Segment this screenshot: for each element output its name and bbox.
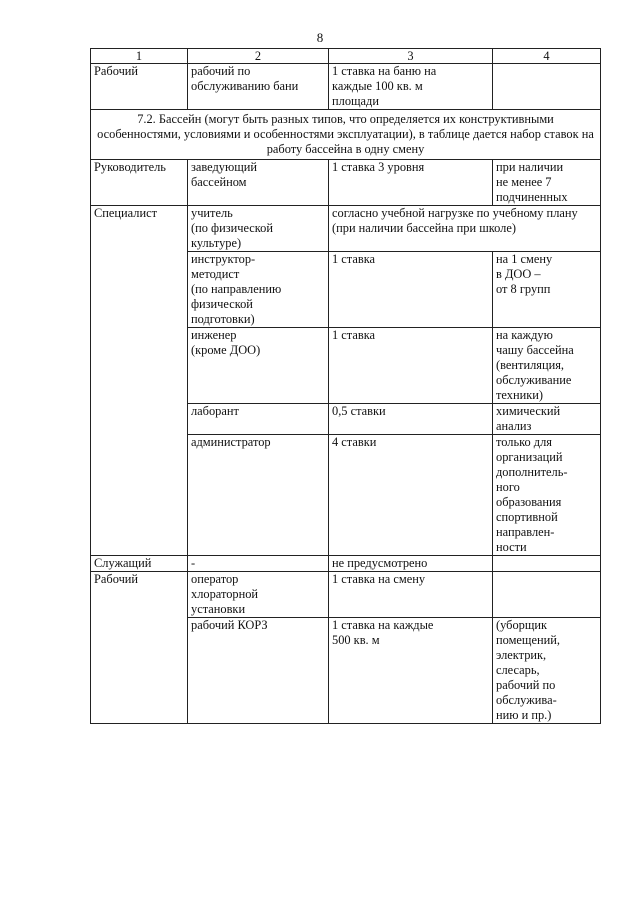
- column-header-1: 1: [91, 49, 188, 64]
- table-row: [91, 572, 601, 618]
- cell-rate: 1 ставка на баню на каждые 100 кв. м площади: [329, 64, 493, 110]
- cell-category: Служащий: [91, 556, 188, 572]
- cell-position: рабочий по обслуживанию бани: [188, 64, 329, 110]
- cell-position: оператор хлораторной установки: [188, 572, 329, 618]
- cell-rate: согласно учебной нагрузке по учебному плану (при наличии бассейна при школе): [329, 206, 601, 252]
- cell-position: рабочий КОРЗ: [188, 618, 329, 724]
- cell-rate: 1 ставка 3 уровня: [329, 160, 493, 206]
- cell-rate: 1 ставка на каждые 500 кв. м: [329, 618, 493, 724]
- cell-note: [493, 64, 601, 110]
- cell-position: инструктор- методист (по направлению физической подготовки): [188, 252, 329, 328]
- cell-rate: 4 ставки: [329, 435, 493, 556]
- section-heading-pool: 7.2. Бассейн (могут быть разных типов, что определяется их конструктивными особенностями, условиями и особенностями эксплуатации), в таблице дается набор ставок на работу бассейна в одну смену: [91, 110, 601, 160]
- cell-position: инженер (кроме ДОО): [188, 328, 329, 404]
- cell-position: заведующий бассейном: [188, 160, 329, 206]
- cell-note: только для организаций дополнитель- ного образования спортивной направлен- ности: [493, 435, 601, 556]
- cell-position: администратор: [188, 435, 329, 556]
- cell-category: Руководитель: [91, 160, 188, 206]
- column-header-2: 2: [188, 49, 329, 64]
- cell-rate: 1 ставка: [329, 328, 493, 404]
- cell-note: на 1 смену в ДОО – от 8 групп: [493, 252, 601, 328]
- table-header-row: [91, 49, 601, 64]
- cell-rate: 0,5 ставки: [329, 404, 493, 435]
- table-row: [91, 160, 601, 206]
- cell-rate: не предусмотрено: [329, 556, 493, 572]
- table-row: [91, 556, 601, 572]
- cell-note: при наличии не менее 7 подчиненных: [493, 160, 601, 206]
- section-row-pool: [91, 110, 601, 160]
- table-row: [91, 206, 601, 252]
- cell-category: Специалист: [91, 206, 188, 556]
- cell-category: Рабочий: [91, 64, 188, 110]
- cell-position: -: [188, 556, 329, 572]
- column-header-4: 4: [493, 49, 601, 64]
- cell-position: лаборант: [188, 404, 329, 435]
- cell-note: [493, 556, 601, 572]
- cell-note: (уборщик помещений, электрик, слесарь, рабочий по обслужива- нию и пр.): [493, 618, 601, 724]
- staffing-table: [90, 48, 601, 724]
- page-number: 8: [316, 30, 324, 45]
- cell-category: Рабочий: [91, 572, 188, 724]
- cell-rate: 1 ставка: [329, 252, 493, 328]
- cell-rate: 1 ставка на смену: [329, 572, 493, 618]
- cell-note: [493, 572, 601, 618]
- column-header-3: 3: [329, 49, 493, 64]
- cell-position: учитель (по физической культуре): [188, 206, 329, 252]
- cell-note: на каждую чашу бассейна (вентиляция, обслуживание техники): [493, 328, 601, 404]
- cell-note: химический анализ: [493, 404, 601, 435]
- table-row-bath-worker: [91, 64, 601, 110]
